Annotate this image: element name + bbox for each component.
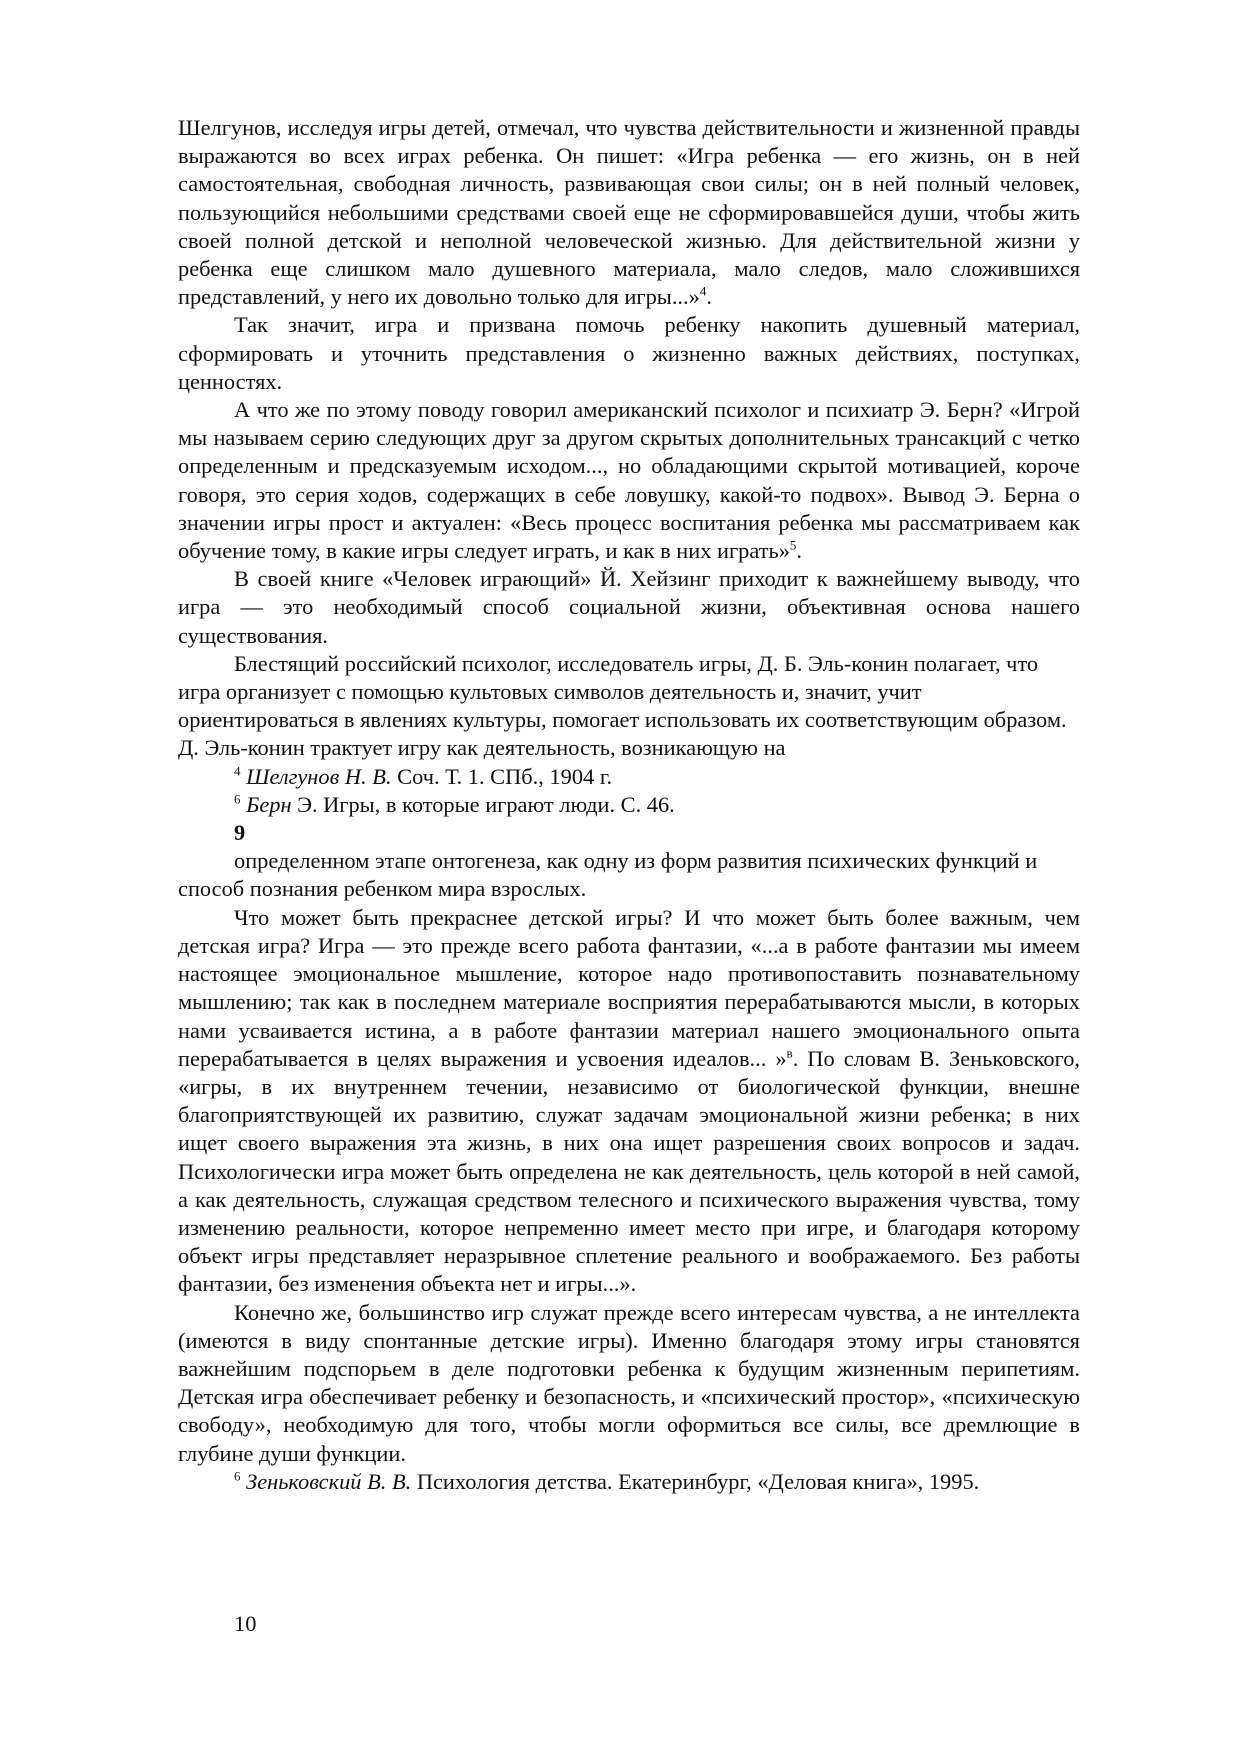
footnote-number: 6 bbox=[234, 1468, 241, 1484]
paragraph-chuvstva bbox=[178, 1299, 1080, 1468]
footnote-ref: в bbox=[786, 1045, 793, 1061]
paragraph-text-tail: . bbox=[796, 538, 803, 564]
paragraph-text: Конечно же, большинство игр служат прежде всего интересам чувства, а не интеллекта (имеются в виду спонтанные детские игры). Именно благодаря этому игры становятся важнейшим подспорьем в деле подготовки ребенка к будущим жизненным перипетиям. Детская игра обеспечивает ребенку и безопасность, и «психический простор», «психическую свободу», необходимую для того, чтобы могли оформиться все силы, все дремлющие в глубине души функции. bbox=[178, 1299, 1080, 1466]
document-page bbox=[178, 114, 1080, 1496]
paragraph-huizinga bbox=[178, 565, 1080, 650]
footnote-text: Соч. Т. 1. СПб., 1904 г. bbox=[391, 763, 613, 789]
paragraph-elkonin bbox=[178, 650, 1080, 763]
paragraph-igra-prizvana bbox=[178, 311, 1080, 396]
footnote-6 bbox=[178, 791, 1080, 819]
paragraph-text: Что может быть прекраснее детской игры? И что может быть более важным, чем детская игра? Игра — это прежде всего работа фантазии, «...а в работе фантазии мы имеем настоящее эмоциональное мышление, которое надо противопоставить познавательному мышлению; так как в последнем материале восприятия перерабатываются мысли, в которых нами усваивается истина, а в работе фантазии материал нашего эмоционального опыта перерабатывается в целях выражения и усвоения идеалов... » bbox=[178, 904, 1080, 1071]
footnote-author: Берн bbox=[246, 791, 292, 817]
footnote-author: Шелгунов Н. В. bbox=[246, 763, 392, 789]
paragraph-text-tail: . По словам В. Зеньковского, «игры, в их внутреннем течении, независимо от биологической функции, внешне благоприятствующей их развитию, служат задачам эмоциональной жизни ребенка; в них ищет своего выражения эта жизнь, в них она ищет разрешения своих вопросов и задач. Психологически игра может быть определена не как деятельность, цель которой в ней самой, а как деятельность, служащая средством телесного и психического выражения чувства, тому изменению реальности, которое непременно имеет место при игре, и благодаря которому объект игры представляет неразрывное сплетение реального и воображаемого. Без работы фантазии, без изменения объекта нет и игры...». bbox=[178, 1045, 1080, 1297]
footnote-zenkovsky bbox=[178, 1468, 1080, 1496]
page-number: 10 bbox=[234, 1611, 257, 1636]
inline-page-number: 9 bbox=[234, 820, 246, 846]
paragraph-text: Так значит, игра и призвана помочь ребенку накопить душевный материал, сформировать и уточнить представления о жизненно важных действиях, поступках, ценностях. bbox=[178, 312, 1080, 394]
paragraph-bern bbox=[178, 396, 1080, 565]
footnote-ref: 4 bbox=[699, 283, 707, 299]
paragraph-text: В своей книге «Человек играющий» Й. Хейзинг приходит к важнейшему выводу, что игра — это необходимый способ социальной жизни, объективная основа нашего существования. bbox=[178, 566, 1080, 648]
footnote-number: 4 bbox=[234, 763, 241, 779]
paragraph-shelgunov: Шелгунов, исследуя игры детей, отмечал, что чувства действительности и жизненной правды выражаются во всех играх ребенка. Он пишет: «Игра ребенка — его жизнь, он в ней самостоятельная, свободная личность, развивающая свои силы; он в ней полный человек, пользующийся небольшими средствами своей еще не сформировавшейся души, чтобы жить своей полной детской и неполной человеческой жизнью. Для действительной жизни у ребенка еще слишком мало душевного материала, мало следов, мало сложившихся представлений, у него их довольно только для игры...»$^4$. bbox=[178, 115, 1080, 310]
paragraph-ontogenez bbox=[178, 847, 1080, 903]
footnote-ref: 5 bbox=[789, 537, 797, 553]
footnote-number: 6 bbox=[234, 791, 241, 807]
paragraph-text: Блестящий российский психолог, исследователь игры, Д. Б. Эль-конин полагает, что игра организует с помощью культовых символов деятельность и, значит, учит ориентироваться в явлениях культуры, помогает использовать их соответствующим образом. Д. Эль-конин трактует игру как деятельность, возникающую на bbox=[178, 650, 1067, 761]
paragraph-fantazia bbox=[178, 904, 1080, 1299]
paragraph-text: определенном этапе онтогенеза, как одну из форм развития психических функций и способ познания ребенком мира взрослых. bbox=[178, 848, 1038, 902]
footnote-text: Психология детства. Екатеринбург, «Деловая книга», 1995. bbox=[411, 1468, 980, 1494]
paragraph-text: А что же по этому поводу говорил американский психолог и психиатр Э. Берн? «Игрой мы называем серию следующих друг за другом скрытых дополнительных трансакций с четко определенным и предсказуемым исходом..., но обладающими скрытой мотивацией, короче говоря, это серия ходов, содержащих в себе ловушку, какой-то подвох». Вывод Э. Берна о значении игры прост и актуален: «Весь процесс воспитания ребенка мы рассматриваем как обучение тому, в какие игры следует играть, и как в них играть» bbox=[178, 397, 1080, 564]
footnote-author: Зеньковский В. В. bbox=[246, 1468, 412, 1494]
footnote-text: Э. Игры, в которые играют люди. С. 46. bbox=[291, 791, 675, 817]
paragraph-text: Шелгунов, исследуя игры детей, отмечал, что чувства действительности и жизненной правды выражаются во всех играх ребенка. Он пишет: «Игра ребенка — его жизнь, он в ней самостоятельная, свободная личность, развивающая свои силы; он в ней полный человек, пользующийся небольшими средствами своей еще не сформировавшейся души, чтобы жить своей полной детской и неполной человеческой жизнью. Для действительной жизни у ребенка еще слишком мало душевного материала, мало следов, мало сложившихся представлений, у него их довольно только для игры...» bbox=[178, 115, 1080, 310]
footnote-4 bbox=[178, 763, 1080, 791]
